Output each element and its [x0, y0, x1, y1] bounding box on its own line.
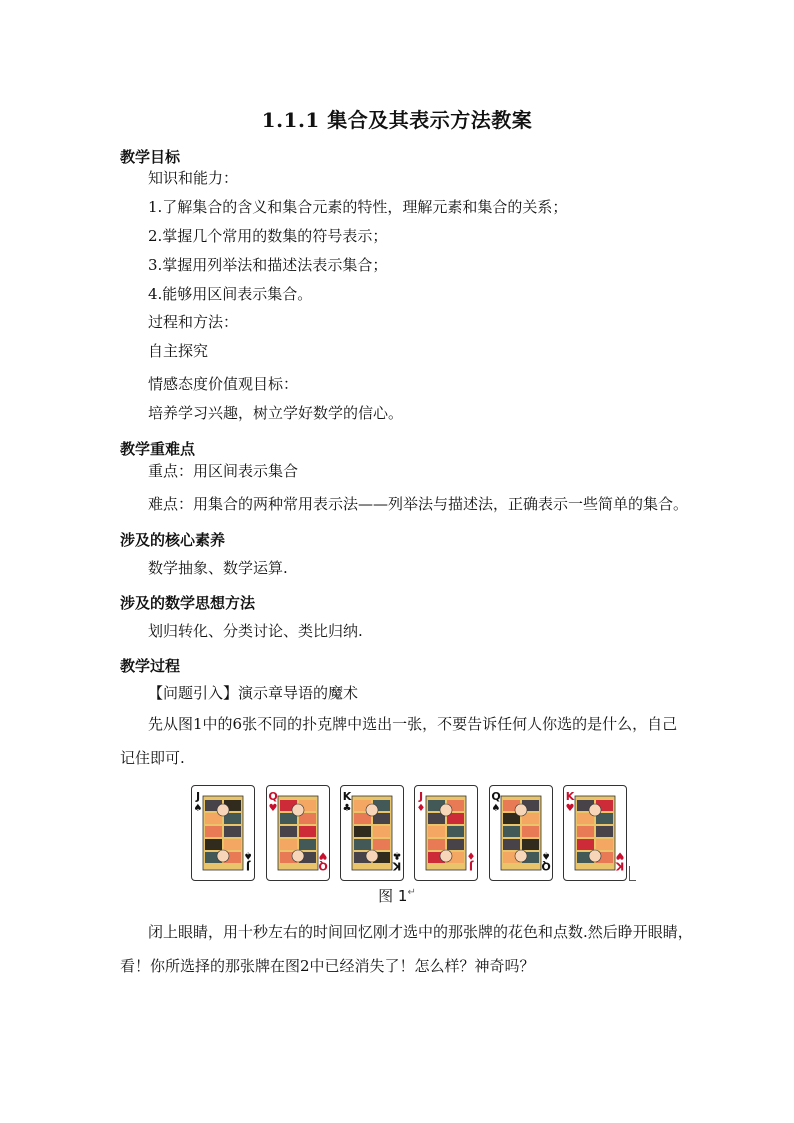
thinking-text: 划归转化、分类讨论、类比归纳.: [148, 622, 363, 640]
court-face: [440, 804, 452, 816]
court-face: [366, 850, 378, 862]
card-face: [415, 786, 477, 880]
court-face: [589, 804, 601, 816]
process-intro: 【问题引入】演示章导语的魔术: [148, 684, 359, 702]
literacy-text: 数学抽象、数学运算.: [148, 559, 288, 577]
card-rank-bottom: Q: [541, 859, 551, 873]
card-face: [490, 786, 552, 880]
card-3: [340, 785, 404, 881]
card-6: [563, 785, 627, 881]
court-figure-pattern: [596, 826, 613, 837]
card-rank-top: Q: [491, 790, 501, 803]
court-figure-pattern: [577, 839, 594, 850]
card-rank-top: K: [342, 790, 352, 803]
para2-line1: 闭上眼睛，用十秒左右的时间回忆刚才选中的那张牌的花色和点数.然后睁开眼睛，: [148, 923, 693, 941]
card-suit-top: ♠: [193, 803, 203, 814]
text-cursor-mark: [629, 866, 636, 881]
emotion-label: 情感态度价值观目标：: [148, 375, 299, 393]
court-face: [589, 850, 601, 862]
court-figure-pattern: [522, 839, 539, 850]
card-rank-bottom: Q: [318, 859, 328, 873]
court-figure-pattern: [280, 839, 297, 850]
heading-thinking: 涉及的数学思想方法: [120, 594, 256, 612]
court-figure-pattern: [577, 826, 594, 837]
card-rank-bottom: J: [468, 859, 474, 873]
card-suit-bottom: ♣: [392, 849, 402, 861]
para1-line2: 记住即可.: [120, 749, 185, 767]
card-face: [341, 786, 403, 880]
figure-caption-text: 图 1: [378, 887, 408, 905]
court-figure-pattern: [224, 826, 241, 837]
card-rank-top: K: [565, 790, 575, 803]
card-face: [192, 786, 254, 880]
court-figure-pattern: [503, 839, 520, 850]
difficult-point: 难点：用集合的两种常用表示法——列举法与描述法，正确表示一些简单的集合。: [148, 495, 689, 513]
court-figure-pattern: [205, 826, 222, 837]
emotion-text: 培养学习兴趣，树立学好数学的信心。: [148, 404, 404, 422]
card-rank-top: Q: [268, 790, 278, 803]
goal-item-1: 1.了解集合的含义和集合元素的特性，理解元素和集合的关系；: [148, 198, 568, 216]
heading-key-points: 教学重难点: [120, 440, 196, 458]
card-rank-bottom: K: [615, 859, 625, 873]
goal-item-3: 3.掌握用列举法和描述法表示集合；: [148, 256, 388, 274]
court-face: [292, 804, 304, 816]
figure-caption: [0, 885, 794, 906]
card-suit-bottom: ♥: [318, 849, 328, 861]
court-figure-pattern: [205, 839, 222, 850]
card-suit-bottom: ♠: [243, 849, 253, 861]
heading-goals: 教学目标: [120, 148, 181, 166]
card-suit-top: ♠: [491, 803, 501, 814]
key-point: 重点：用区间表示集合: [148, 462, 299, 480]
card-rank-top: J: [195, 790, 201, 803]
court-face: [366, 804, 378, 816]
court-figure-pattern: [447, 826, 464, 837]
court-figure-pattern: [224, 839, 241, 850]
goal-item-4: 4.能够用区间表示集合。: [148, 285, 313, 303]
court-figure-pattern: [354, 839, 371, 850]
court-face: [217, 850, 229, 862]
card-rank-bottom: J: [245, 859, 251, 873]
return-mark-icon: ↵: [407, 887, 416, 898]
card-face: [267, 786, 329, 880]
card-suit-top: ♣: [342, 803, 352, 814]
card-4: [414, 785, 478, 881]
court-figure-pattern: [354, 826, 371, 837]
card-suit-top: ♥: [268, 803, 278, 814]
card-suit-bottom: ♠: [541, 849, 551, 861]
para1-line1: 先从图1中的6张不同的扑克牌中选出一张，不要告诉任何人你选的是什么，自己: [148, 715, 678, 733]
court-figure-pattern: [299, 839, 316, 850]
card-suit-top: ♦: [416, 803, 426, 814]
card-rank-bottom: K: [392, 859, 402, 873]
court-figure-pattern: [373, 839, 390, 850]
court-figure-pattern: [428, 839, 445, 850]
card-rank-top: J: [418, 790, 424, 803]
process-label: 过程和方法：: [148, 313, 239, 331]
court-figure-pattern: [373, 826, 390, 837]
court-figure-pattern: [428, 826, 445, 837]
court-face: [515, 850, 527, 862]
court-figure-pattern: [596, 839, 613, 850]
court-figure-pattern: [522, 826, 539, 837]
heading-process: 教学过程: [120, 657, 181, 675]
para2-line2: 看！你所选择的那张牌在图2中已经消失了！怎么样？神奇吗？: [120, 957, 535, 975]
card-suit-top: ♥: [565, 803, 575, 814]
card-face: [564, 786, 626, 880]
card-suit-bottom: ♦: [466, 849, 476, 861]
card-2: [266, 785, 330, 881]
court-face: [515, 804, 527, 816]
page-title: 1.1.1 集合及其表示方法教案: [261, 108, 533, 132]
card-1: [191, 785, 255, 881]
court-figure-pattern: [503, 826, 520, 837]
goal-item-2: 2.掌握几个常用的数集的符号表示；: [148, 227, 388, 245]
heading-literacy: 涉及的核心素养: [120, 531, 226, 549]
court-face: [292, 850, 304, 862]
process-text: 自主探究: [148, 342, 209, 360]
playing-cards-figure: [191, 785, 631, 883]
court-figure-pattern: [299, 826, 316, 837]
court-face: [440, 850, 452, 862]
card-5: [489, 785, 553, 881]
knowledge-label: 知识和能力：: [148, 169, 239, 187]
court-face: [217, 804, 229, 816]
court-figure-pattern: [447, 839, 464, 850]
court-figure-pattern: [280, 826, 297, 837]
card-suit-bottom: ♥: [615, 849, 625, 861]
